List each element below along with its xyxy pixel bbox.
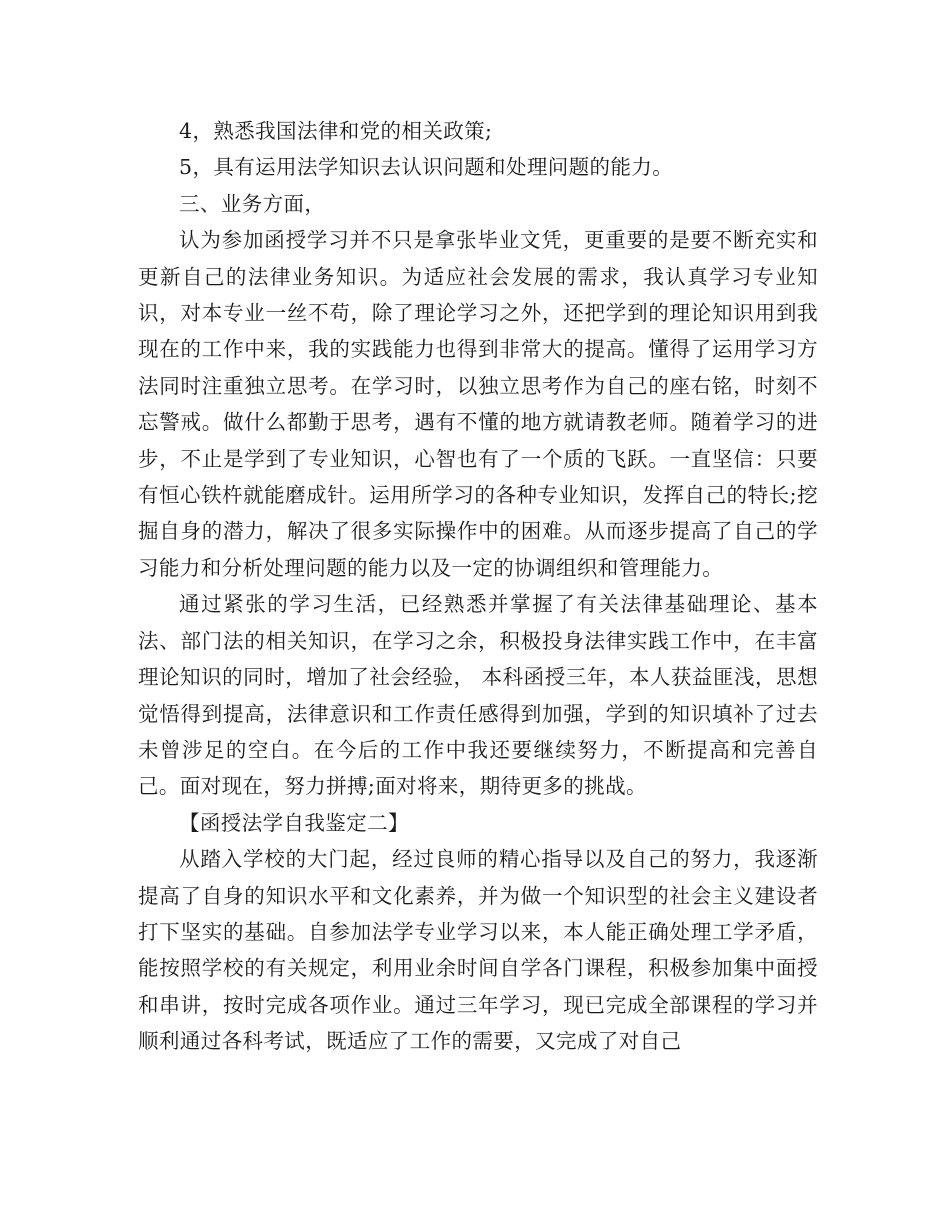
body-paragraph-appraisal: 从踏入学校的大门起，经过良师的精心指导以及自己的努力，我逐渐提高了自身的知识水平和文化素养，并为做一个知识型的社会主义建设者打下坚实的基础。自参加法学专业学习以来，本人能正确处理工学矛盾，能按照学校的有关规定，利用业余时间自学各门课程，积极参加集中面授和串讲，按时完成各项作业。通过三年学习，现已完成全部课程的学习并顺利通过各科考试，既适应了工作的需要，又完成了对自己 xyxy=(138,847,818,1054)
body-paragraph-summary: 通过紧张的学习生活，已经熟悉并掌握了有关法律基础理论、基本法、部门法的相关知识，在学习之余，积极投身法律实践工作中，在丰富理论知识的同时，增加了社会经验， 本科函授三年，本人获益匪浅，思想觉悟得到提高，法律意识和工作责任感得到加强，学到的知识填补了过去未曾涉足的空白。在今后的工作中我还要继续努力，不断提高和完善自己。面对现在，努力拼搏;面对将来，期待更多的挑战。 xyxy=(138,592,818,799)
list-item-4: 4，熟悉我国法律和党的相关政策; xyxy=(179,119,493,143)
section-heading-appraisal-two: 【函授法学自我鉴定二】 xyxy=(179,810,409,835)
list-item-5: 5，具有运用法学知识去认识问题和处理问题的能力。 xyxy=(179,155,674,180)
document-page xyxy=(138,113,818,1060)
body-paragraph-study: 认为参加函授学习并不只是拿张毕业文凭，更重要的是要不断充实和更新自己的法律业务知识。为适应社会发展的需求，我认真学习专业知识，对本专业一丝不苟，除了理论学习之外，还把学到的理论知识用到我现在的工作中来，我的实践能力也得到非常大的提高。懂得了运用学习方法同时注重独立思考。在学习时，以独立思考作为自己的座右铭，时刻不忘警戒。做什么都勤于思考，遇有不懂的地方就请教老师。随着学习的进步，不止是学到了专业知识，心智也有了一个质的飞跃。一直坚信：只要有恒心铁杵就能磨成针。运用所学习的各种专业知识，发挥自己的特长;挖掘自身的潜力，解决了很多实际操作中的困难。从而逐步提高了自己的学习能力和分析处理问题的能力以及一定的协调组织和管理能力。 xyxy=(138,228,818,580)
section-heading-business: 三、业务方面， xyxy=(179,191,326,216)
